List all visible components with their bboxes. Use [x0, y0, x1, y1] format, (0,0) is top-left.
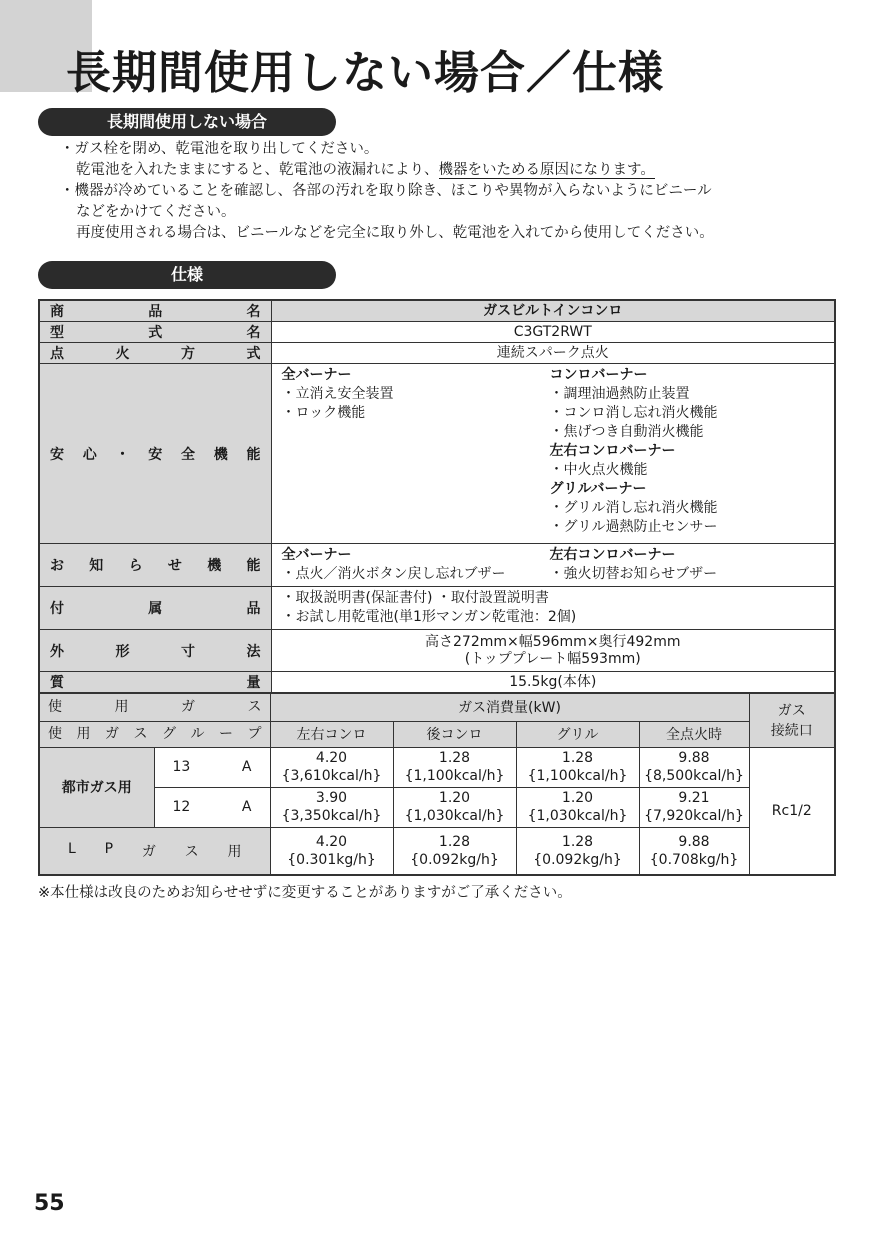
safety-burner-groups — [550, 366, 818, 537]
kw-value: 1.20 — [561, 790, 594, 806]
value-cell — [393, 827, 516, 875]
label-char: 機 — [207, 558, 222, 574]
feature-item: ・コンロ消し忘れ消火機能 — [549, 405, 718, 421]
value-cell — [516, 827, 639, 875]
label-char: 商 — [50, 304, 64, 320]
accessories — [271, 587, 835, 630]
label-char: 知 — [89, 558, 104, 574]
label-char: 品 — [246, 601, 261, 617]
label-char: 式 — [246, 346, 261, 362]
dimensions — [271, 630, 835, 672]
feature-item: ・点火／消火ボタン戻し忘れブザー — [281, 566, 506, 582]
kw-value: 9.21 — [678, 790, 710, 806]
label-char: ガ — [181, 699, 195, 716]
kw-value: 1.28 — [438, 750, 471, 766]
feature-list — [550, 385, 818, 442]
note-line: などをかけてください。 — [76, 204, 236, 220]
feature-list — [550, 499, 818, 537]
notify-features — [271, 544, 835, 587]
unit-value: {0.708kg/h} — [649, 851, 739, 868]
dimension-line: (トッププレート幅593mm) — [464, 650, 641, 667]
spec-table — [38, 299, 836, 694]
value-cell — [393, 747, 516, 787]
section-heading-spec: 仕様 — [38, 261, 336, 289]
feature-heading: コンロバーナー — [549, 367, 648, 383]
city-gas-label: 都市ガス用 — [39, 747, 154, 827]
note-line — [60, 160, 840, 181]
feature-list — [550, 461, 818, 480]
spec-row-accessories — [39, 587, 835, 630]
accessory-line: ・お試し用乾電池(単1形マンガン乾電池：2個) — [281, 609, 577, 625]
label-char: 法 — [246, 643, 261, 660]
value-cell — [270, 827, 393, 875]
label-char: 用 — [114, 699, 129, 716]
spec-row-safety — [39, 364, 835, 544]
label-char: ら — [128, 558, 143, 574]
spec-label — [39, 322, 271, 343]
label-char: せ — [167, 558, 182, 574]
label-char: A — [241, 799, 252, 815]
value-cell — [270, 747, 393, 787]
gas-group-label — [39, 721, 270, 747]
ignition-method: 連続スパーク点火 — [271, 343, 835, 364]
label-char: プ — [247, 726, 262, 742]
gas-type-label — [39, 693, 270, 721]
label-char: 外 — [50, 643, 64, 660]
kw-value: 4.20 — [315, 750, 348, 766]
label-char: グ — [162, 726, 176, 742]
feature-heading: 左右コンロバーナー — [549, 443, 676, 459]
spec-label — [39, 587, 271, 630]
label-char: ル — [190, 726, 205, 742]
spec-label — [39, 630, 271, 672]
unit-value: {3,350kcal/h} — [281, 808, 382, 824]
feature-heading: 全バーナー — [281, 367, 352, 383]
label-char: 13 — [172, 759, 191, 775]
label-char: 方 — [181, 346, 195, 362]
label-char: 全 — [181, 446, 195, 463]
spec-label — [39, 672, 271, 694]
feature-item: ・調理油過熱防止装置 — [549, 386, 690, 402]
label-char: ー — [219, 726, 233, 742]
spaced-label — [155, 799, 270, 815]
label-char: L — [68, 840, 76, 857]
kw-value: 9.88 — [678, 750, 710, 766]
gas-subheader-row — [39, 721, 835, 747]
unit-value: {1,100kcal/h} — [527, 768, 628, 784]
feature-heading: 左右コンロバーナー — [549, 547, 676, 563]
spaced-label — [40, 841, 270, 861]
spec-label — [39, 343, 271, 364]
label-char: 用 — [227, 843, 242, 860]
spec-row-dimensions — [39, 630, 835, 672]
label-char: P — [104, 840, 114, 857]
feature-item: ・強火切替お知らせブザー — [549, 566, 718, 582]
label-char: 安 — [148, 446, 163, 463]
unit-value: {8,500kcal/h} — [644, 768, 744, 784]
unit-value: {1,100kcal/h} — [404, 768, 505, 784]
spec-row-product — [39, 300, 835, 322]
value-cell — [516, 787, 639, 827]
gas-group-12a — [154, 787, 270, 827]
note-warning: 機器をいためる原因になります。 — [438, 162, 655, 178]
spaced-label — [50, 672, 261, 692]
gas-row-13a — [39, 747, 835, 787]
label-char: A — [241, 759, 252, 775]
label-char: 型 — [50, 325, 64, 341]
spec-label — [39, 300, 271, 322]
model-name: C3GT2RWT — [271, 322, 835, 343]
consumption-header: ガス消費量(kW) — [270, 693, 749, 721]
gas-row-12a — [39, 787, 835, 827]
label-char: ス — [133, 726, 148, 742]
spaced-label — [50, 555, 261, 575]
spaced-label — [50, 444, 261, 464]
unit-value: {0.301kg/h} — [287, 851, 376, 868]
kw-value: 4.20 — [315, 833, 348, 850]
label-char: 使 — [48, 726, 62, 742]
label-char: 寸 — [181, 643, 195, 660]
unit-value: {0.092kg/h} — [533, 851, 622, 868]
section-heading-idle: 長期間使用しない場合 — [38, 108, 336, 136]
gas-group-13a — [154, 747, 270, 787]
spaced-label — [48, 723, 262, 745]
gas-row-lp — [39, 827, 835, 875]
connection-header — [749, 693, 835, 747]
spec-row-notify — [39, 544, 835, 587]
kw-value: 1.20 — [438, 790, 471, 806]
label-char: 12 — [172, 799, 191, 815]
product-name: ガスビルトインコンロ — [271, 300, 835, 322]
label-char: 点 — [50, 346, 64, 362]
feature-heading: グリルバーナー — [549, 481, 647, 497]
note-text: 乾電池を入れたままにすると、乾電池の液漏れにより、 — [76, 162, 439, 178]
unit-value: {1,030kcal/h} — [527, 808, 628, 824]
spec-label — [39, 364, 271, 544]
safety-all-burners — [282, 366, 550, 537]
label-char: 能 — [246, 558, 261, 574]
feature-heading: 全バーナー — [281, 547, 352, 563]
feature-item: ・ロック機能 — [281, 405, 366, 421]
spaced-label — [50, 343, 261, 363]
spec-row-weight — [39, 672, 835, 694]
connection-header-line: ガス — [777, 703, 806, 720]
unit-value: {3,610kcal/h} — [281, 768, 382, 784]
label-char: 品 — [148, 304, 163, 320]
unit-value: {7,920kcal/h} — [644, 808, 744, 824]
kw-value: 9.88 — [678, 833, 710, 850]
value-cell — [270, 787, 393, 827]
label-char: 心 — [82, 446, 97, 463]
kw-value: 1.28 — [438, 833, 471, 850]
spec-label — [39, 544, 271, 587]
note-line: 再度使用される場合は、ビニールなどを完全に取り外し、乾電池を入れてから使用してください。 — [76, 225, 714, 241]
label-char: 名 — [246, 325, 261, 341]
kw-value: 1.28 — [561, 833, 594, 850]
label-char: 名 — [246, 304, 261, 320]
label-char: ス — [247, 699, 262, 716]
label-char: 属 — [148, 601, 163, 617]
gas-table — [38, 692, 836, 876]
kw-value: 1.28 — [561, 750, 594, 766]
col-header: 全点火時 — [639, 721, 749, 747]
spaced-label — [50, 598, 261, 618]
connection-header-line: 接続口 — [770, 723, 813, 740]
col-header: グリル — [516, 721, 639, 747]
feature-item: ・焦げつき自動消火機能 — [549, 424, 704, 440]
label-char: 量 — [246, 675, 261, 691]
spec-row-model — [39, 322, 835, 343]
spaced-label — [50, 322, 261, 342]
label-char: 付 — [50, 601, 64, 617]
feature-item: ・グリル消し忘れ消火機能 — [549, 500, 718, 516]
footnote: ※本仕様は改良のためお知らせせずに変更することがありますがご了承ください。 — [38, 885, 572, 901]
spaced-label — [50, 301, 261, 321]
connection-value: Rc1/2 — [749, 747, 835, 875]
kw-value: 3.90 — [315, 790, 348, 806]
unit-value: {1,030kcal/h} — [404, 808, 505, 824]
label-char: ガ — [105, 726, 119, 742]
spec-row-ignition — [39, 343, 835, 364]
lp-gas-label — [39, 827, 270, 875]
label-char: 安 — [50, 446, 64, 463]
feature-item: ・中火点火機能 — [549, 462, 648, 478]
label-char: 形 — [115, 643, 130, 660]
page-title: 長期間使用しない場合／仕様 — [66, 46, 665, 99]
label-char: ・ — [115, 446, 130, 463]
accessory-line: ・取扱説明書(保証書付) ・取付設置説明書 — [281, 590, 549, 606]
idle-notes — [60, 139, 840, 244]
value-cell — [639, 787, 749, 827]
col-header: 左右コンロ — [270, 721, 393, 747]
unit-value: {0.092kg/h} — [410, 851, 499, 868]
safety-features — [271, 364, 835, 544]
label-char: 質 — [50, 675, 64, 691]
feature-item: ・グリル過熱防止センサー — [549, 519, 718, 535]
label-char: ス — [184, 843, 199, 860]
label-char: 式 — [148, 325, 163, 341]
col-header: 後コンロ — [393, 721, 516, 747]
spaced-label — [50, 641, 261, 661]
value-cell — [639, 747, 749, 787]
dimension-line: 高さ272mm×幅596mm×奥行492mm — [425, 633, 681, 650]
spaced-label — [155, 759, 270, 775]
note-line: ・機器が冷めていることを確認し、各部の汚れを取り除き、ほこりや異物が入らないようにビニール — [60, 183, 712, 199]
value-cell — [516, 747, 639, 787]
label-char: 使 — [48, 699, 62, 716]
label-char: 能 — [246, 446, 261, 463]
value-cell — [639, 827, 749, 875]
weight: 15.5kg(本体) — [271, 672, 835, 694]
label-char: 用 — [76, 726, 91, 742]
page-number: 55 — [34, 1191, 65, 1216]
label-char: 機 — [213, 446, 228, 463]
label-char: 火 — [115, 346, 130, 362]
gas-header-row — [39, 693, 835, 721]
label-char: ガ — [141, 843, 156, 860]
label-char: お — [50, 558, 64, 574]
spaced-label — [48, 696, 262, 718]
note-line: ・ガス栓を閉め、乾電池を取り出してください。 — [60, 141, 379, 157]
feature-list — [282, 385, 550, 423]
feature-item: ・立消え安全装置 — [281, 386, 394, 402]
value-cell — [393, 787, 516, 827]
